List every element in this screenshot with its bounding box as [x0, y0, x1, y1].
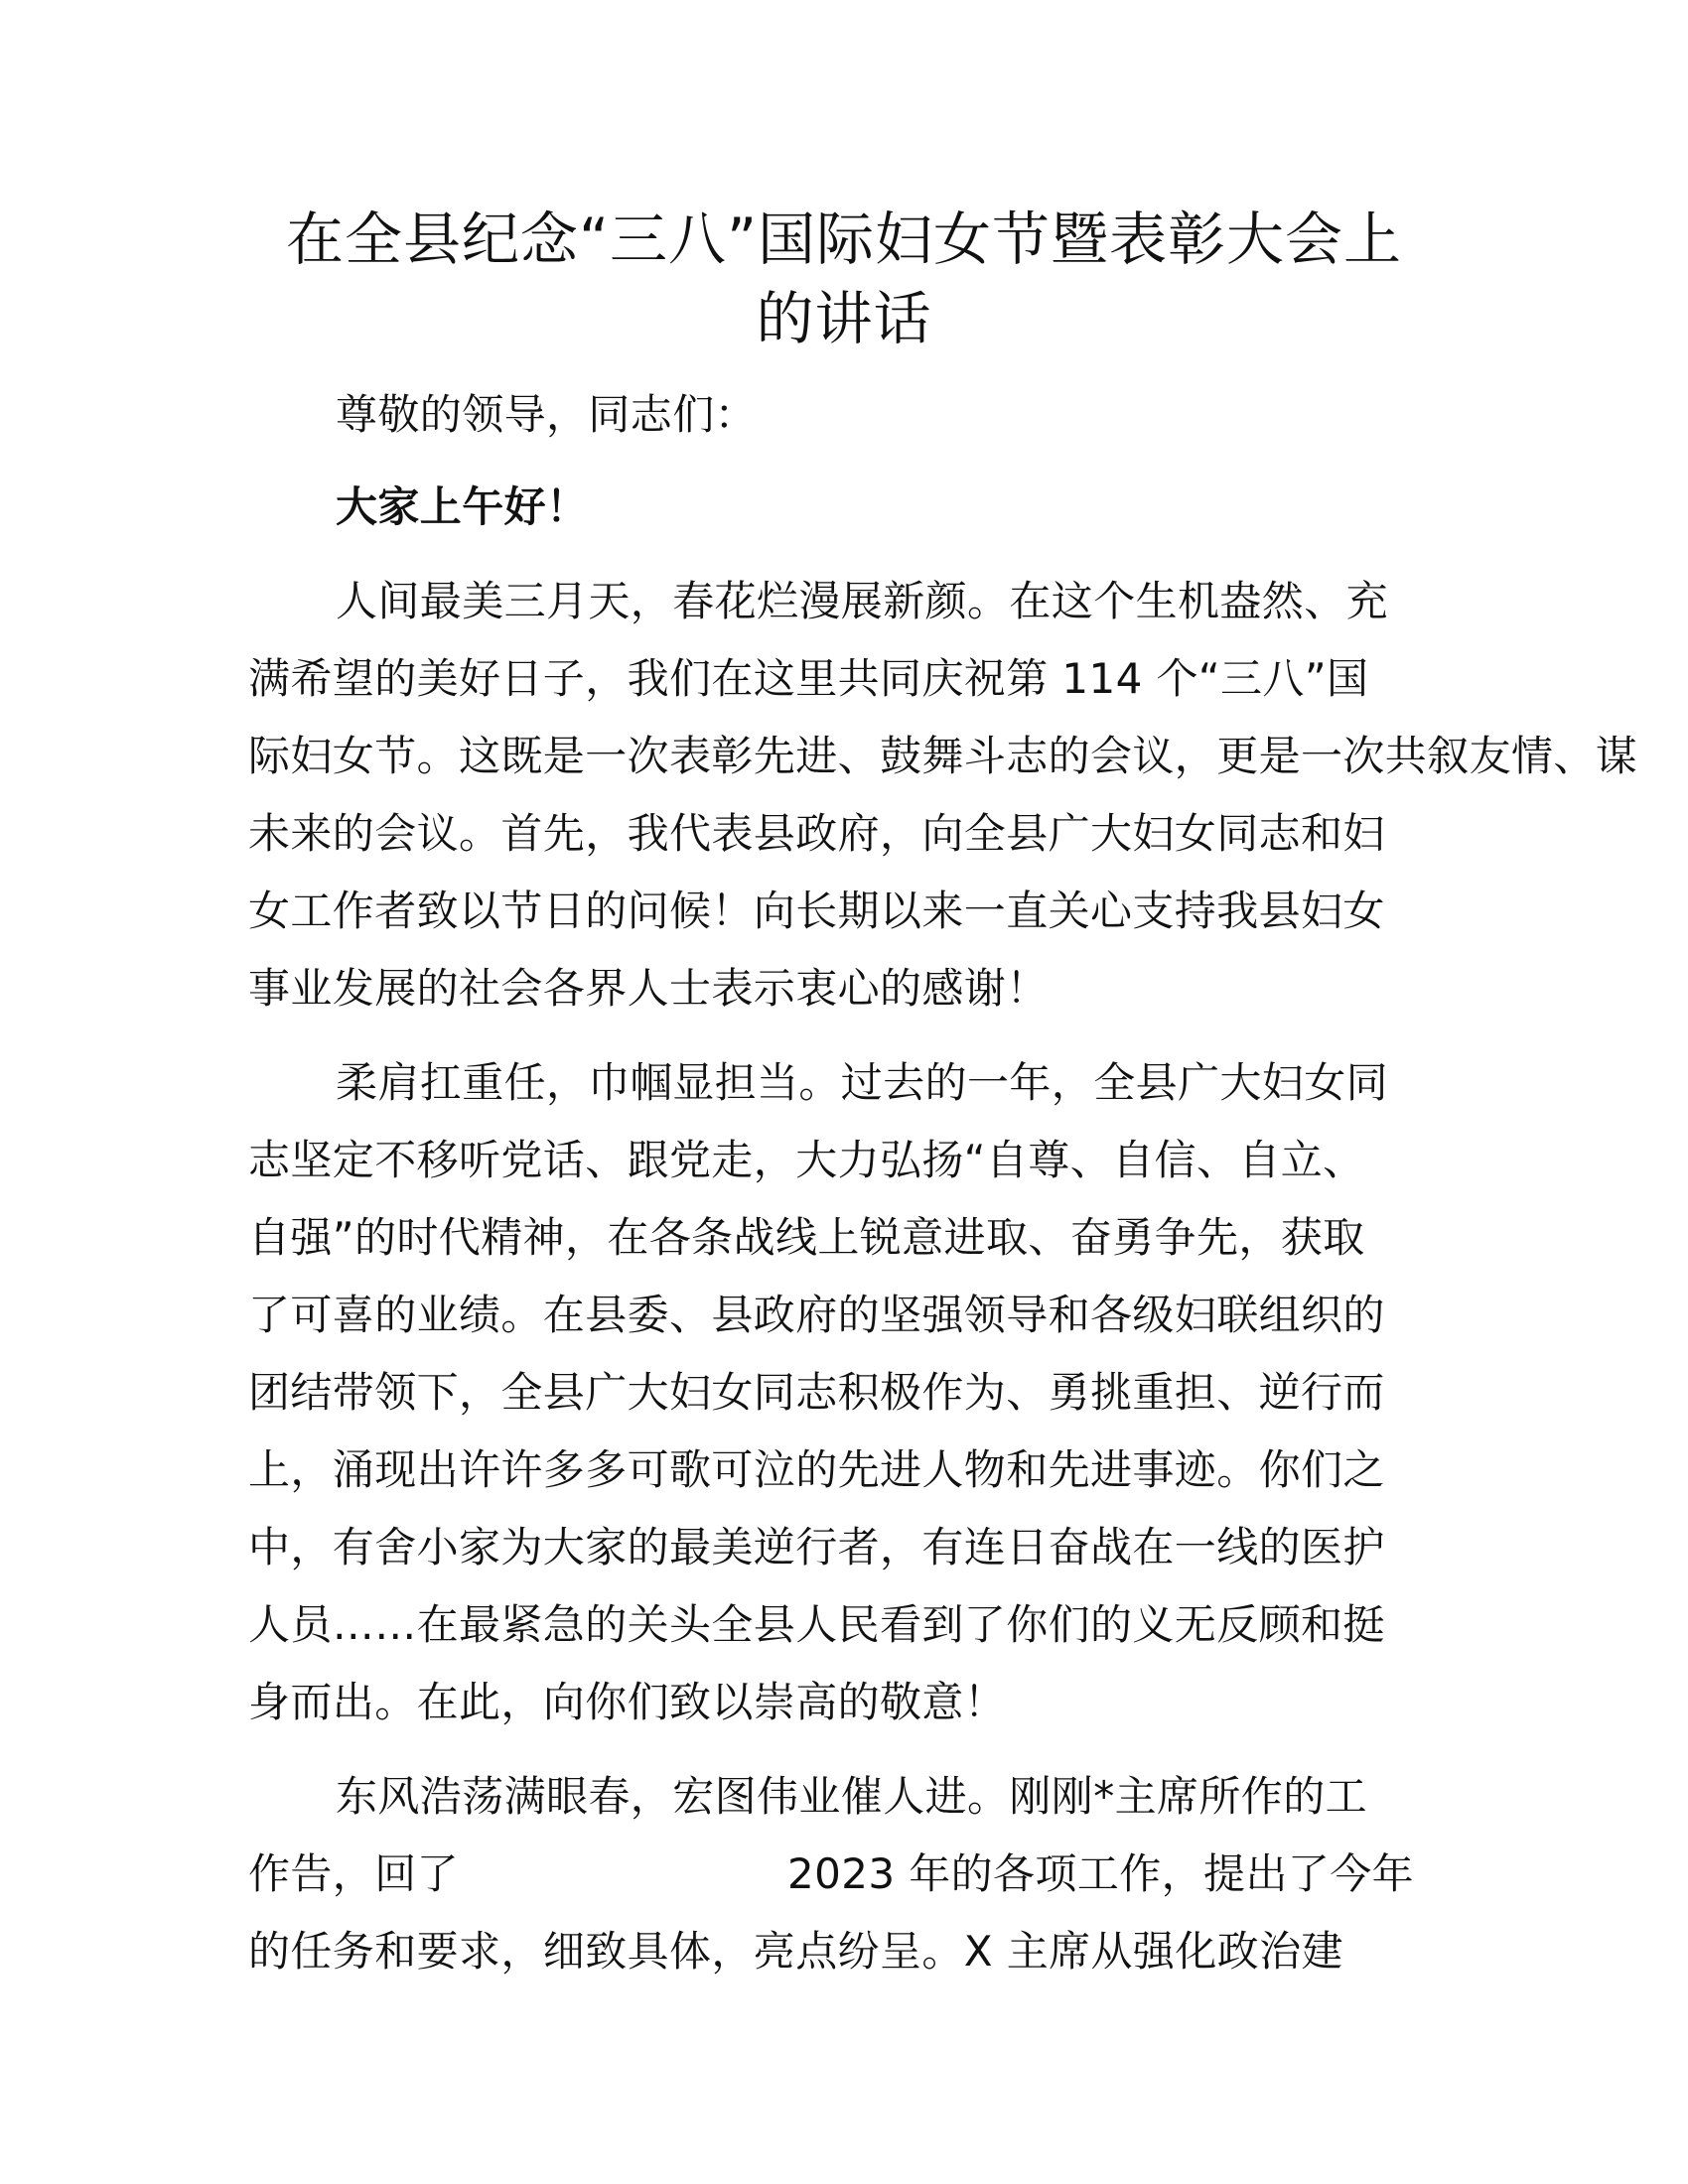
paragraph-2-line-5: 团结带领下，全县广大妇女同志积极作为、勇挑重担、逆行而 — [248, 1368, 1385, 1417]
paragraph-1-line-6: 事业发展的社会各界人士表示衷心的感谢！ — [248, 964, 1049, 1013]
paragraph-2-line-1: 柔肩扛重任，巾帼显担当。过去的一年，全县广大妇女同 — [336, 1058, 1389, 1107]
paragraph-3-line-3: 的任务和要求，细致具体，亮点纷呈。X 主席从强化政治建 — [248, 1927, 1343, 1976]
paragraph-3-line-2-left: 作告，回了 — [248, 1849, 460, 1898]
paragraph-3-line-2-right: 2023 年的各项工作，提出了今年 — [787, 1849, 1415, 1898]
paragraph-2-line-8: 人员……在最紧急的关头全县人民看到了你们的义无反顾和挺 — [248, 1600, 1385, 1649]
speech-title-line-1: 在全县纪念“三八”国际妇女节暨表彰大会上 — [285, 205, 1403, 273]
paragraph-2-line-7: 中，有舍小家为大家的最美逆行者，有连日奋战在一线的医护 — [248, 1523, 1385, 1571]
paragraph-2-line-6: 上，涌现出许许多多可歌可泣的先进人物和先进事迹。你们之 — [248, 1445, 1385, 1494]
paragraph-3-line-1: 东风浩荡满眼春，宏图伟业催人进。刚刚*主席所作的工 — [336, 1772, 1368, 1821]
paragraph-2-line-3: 自强”的时代精神，在各条战线上锐意进取、奋勇争先，获取 — [248, 1213, 1365, 1262]
speech-title-line-2: 的讲话 — [756, 285, 932, 352]
paragraph-1-line-3: 际妇女节。这既是一次表彰先进、鼓舞斗志的会议，更是一次共叙友情、谋 — [248, 732, 1638, 780]
paragraph-1-line-5: 女工作者致以节日的问候！向长期以来一直关心支持我县妇女 — [248, 887, 1385, 935]
paragraph-2-line-4: 了可喜的业绩。在县委、县政府的坚强领导和各级妇联组织的 — [248, 1291, 1385, 1339]
paragraph-1-line-4: 未来的会议。首先，我代表县政府，向全县广大妇女同志和妇 — [248, 809, 1385, 858]
salutation: 尊敬的领导，同志们： — [336, 390, 758, 439]
paragraph-2-line-2: 志坚定不移听党话、跟党走，大力弘扬“自尊、自信、自立、 — [248, 1136, 1365, 1184]
paragraph-2-line-9: 身而出。在此，向你们致以崇高的敬意！ — [248, 1678, 1007, 1726]
paragraph-1-line-1: 人间最美三月天，春花烂漫展新颜。在这个生机盎然、充 — [336, 577, 1389, 625]
paragraph-1-line-2: 满希望的美好日子，我们在这里共同庆祝第 114 个“三八”国 — [248, 654, 1369, 703]
greeting: 大家上午好！ — [336, 482, 589, 531]
